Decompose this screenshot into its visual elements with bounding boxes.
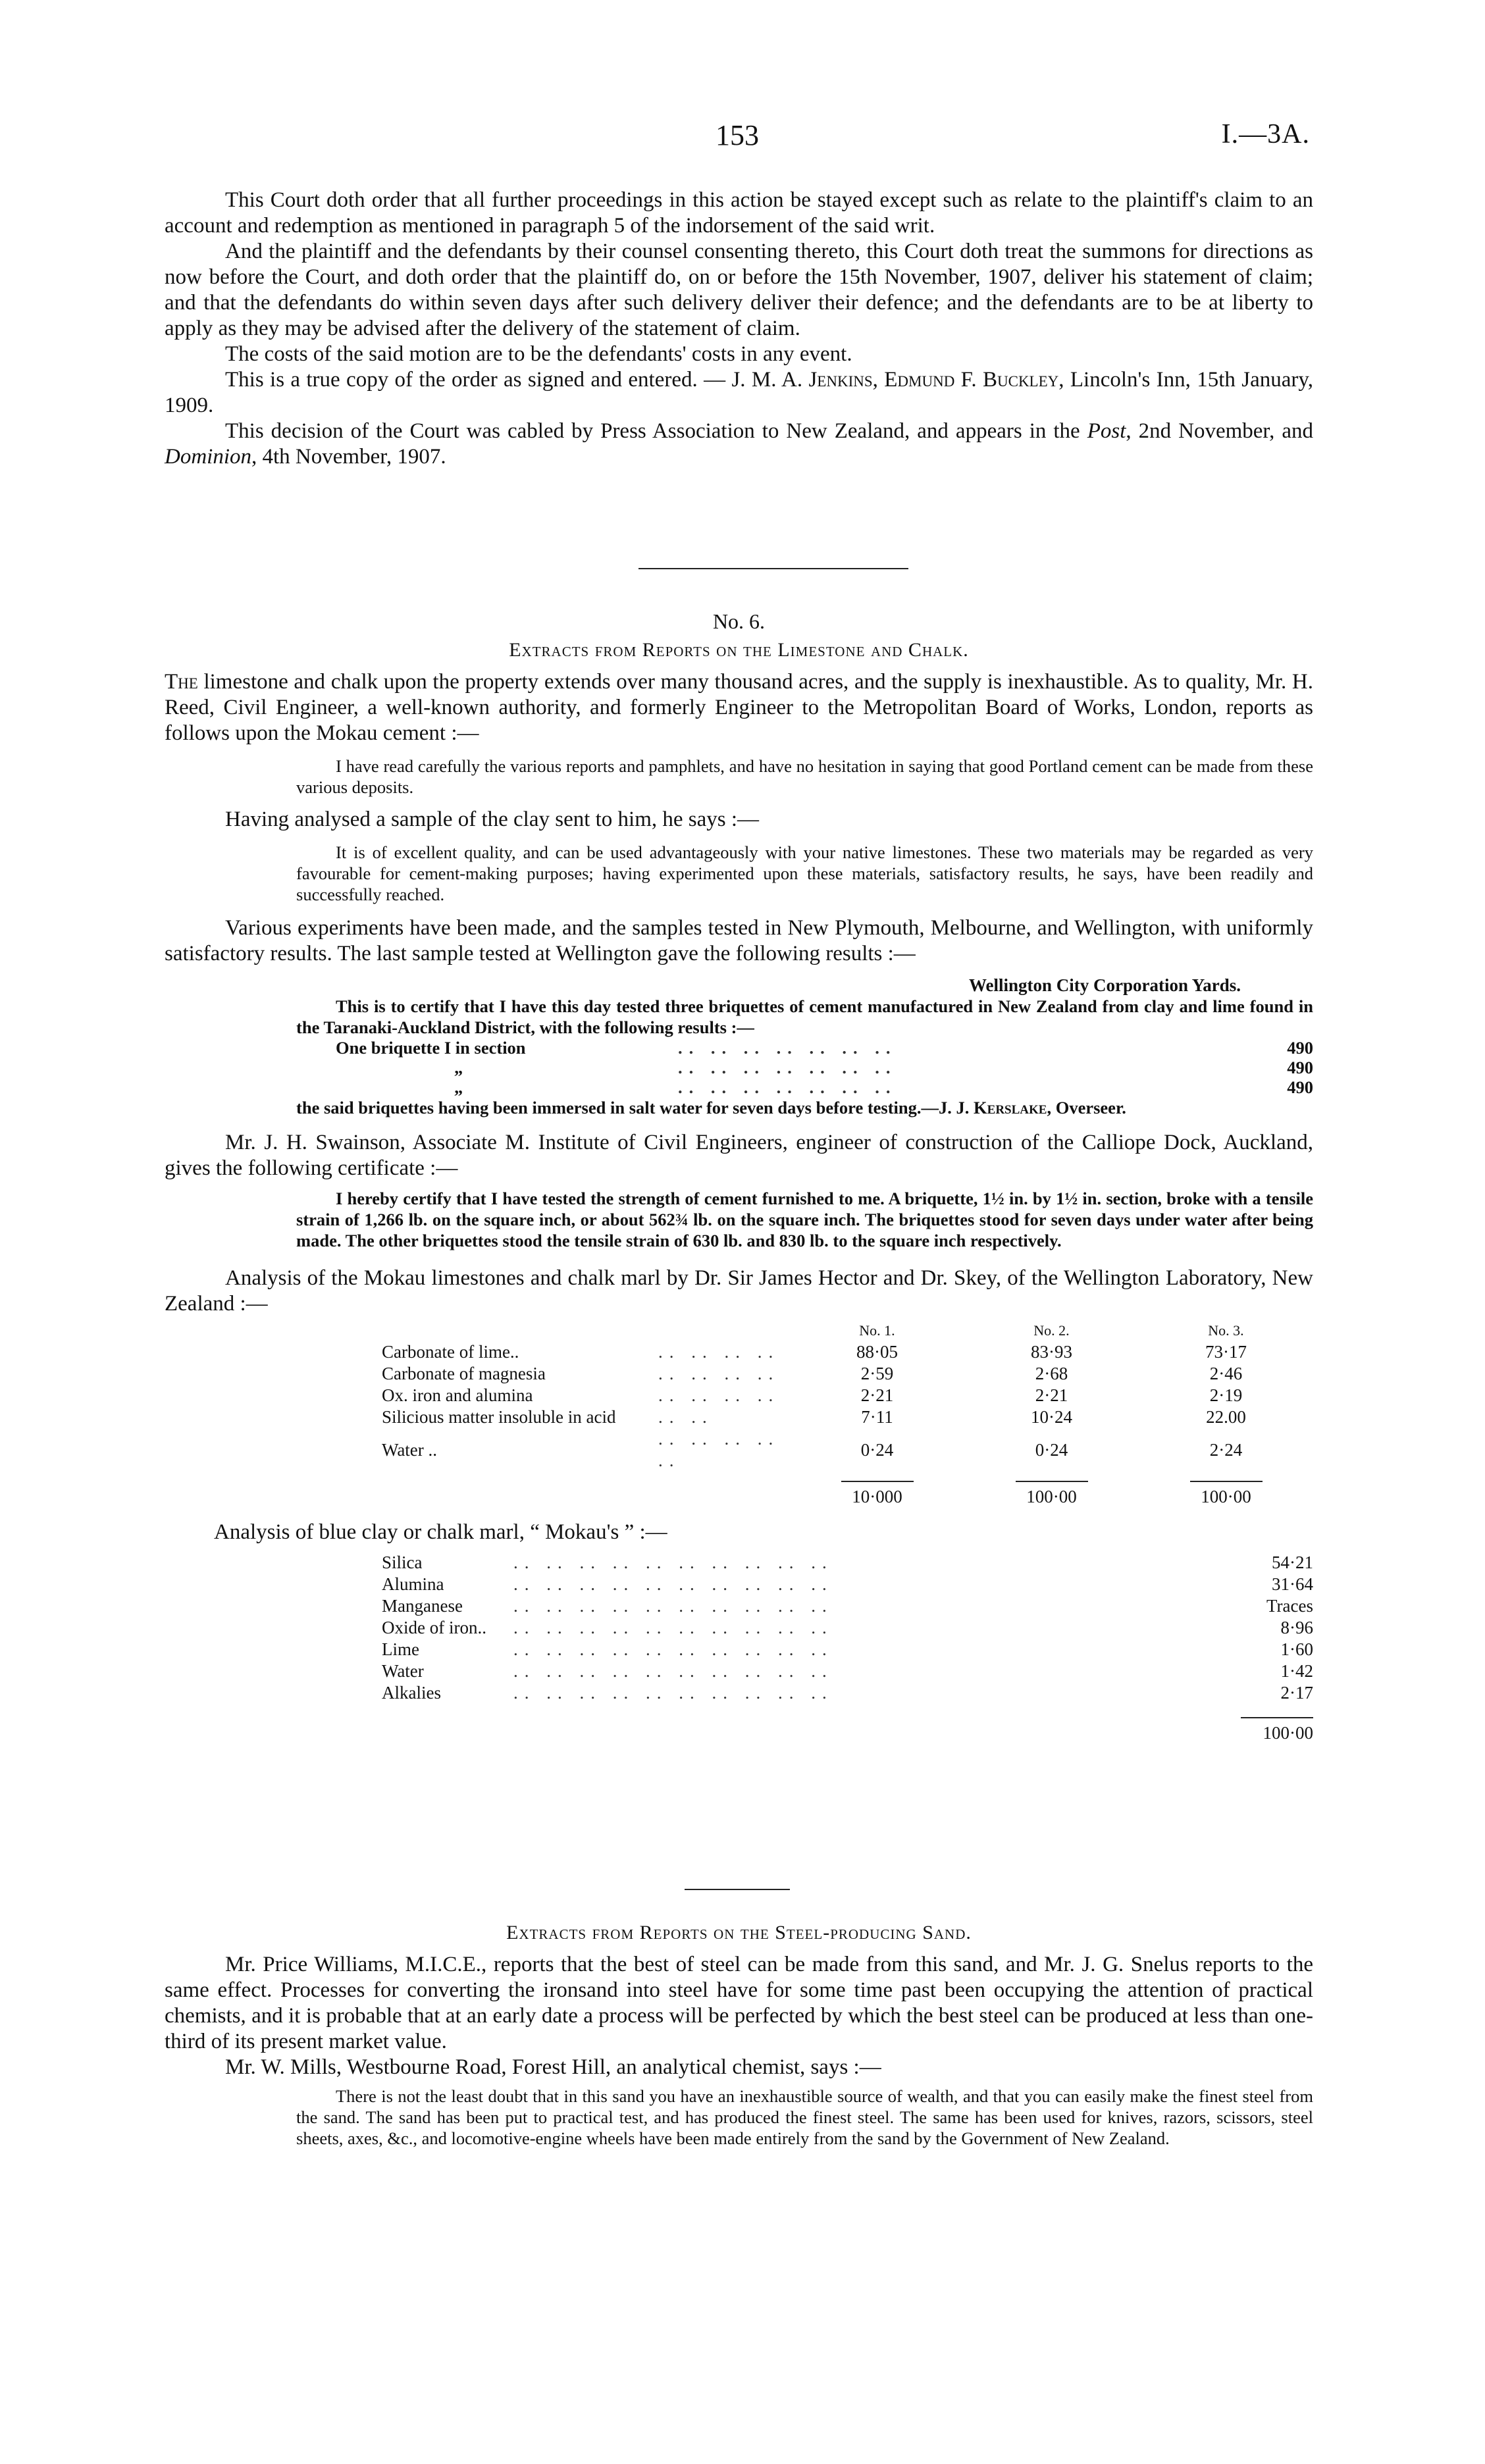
signatory-edmund: Edmund bbox=[884, 368, 955, 392]
table-row: One briquette I in section .. .. .. .. .. .. .. 490 bbox=[336, 1038, 1313, 1058]
page-number: 153 bbox=[716, 119, 759, 151]
wellington-certificate bbox=[296, 975, 1313, 1118]
clay-quote: It is of excellent quality, and can be used advantageously with your native limestones. These two materials may be regarded as very favourable for cement-making purposes; having experimented upon these materials, satisfactory results, he says, have been readily and successfully reached. bbox=[296, 842, 1313, 904]
table-row: Water .. .. .. .. .. .. 0·24 0·24 2·24 bbox=[382, 1429, 1243, 1470]
table-header-row bbox=[382, 1320, 1313, 1341]
table-total-row: 100·00 bbox=[382, 1704, 1313, 1744]
section-divider-2 bbox=[685, 1889, 790, 1890]
table-row: „ .. .. .. .. .. .. .. 490 bbox=[454, 1058, 1313, 1077]
table-row: Carbonate of magnesia .. .. .. .. 2·59 2·68 2·46 bbox=[382, 1364, 1243, 1383]
experiments-paragraph: Various experiments have been made, and the samples tested in New Plymouth, Melbourne, and Wellington, with uniformly satisfactory results. The last sample tested at Wellington gave the following results :— bbox=[165, 916, 1313, 965]
table-row: Alkalies .. .. .. .. .. .. .. .. .. .. 2·17 bbox=[382, 1683, 1313, 1703]
table-total-row: 10·000 100·00 100·00 bbox=[382, 1472, 1313, 1508]
court-paragraph-5: This decision of the Court was cabled by Press Association to New Zealand, and appears in the Post, 2nd November, and Dominion, 4th November, 1907. bbox=[165, 419, 1313, 469]
table-row: Alumina .. .. .. .. .. .. .. .. .. .. 31·64 bbox=[382, 1574, 1313, 1594]
section-divider-1 bbox=[638, 568, 908, 569]
reed-quote: I have read carefully the various reports and pamphlets, and have no hesitation in saying that good Portland cement can be made from these various deposits. bbox=[296, 756, 1313, 797]
limestone-analysis-table bbox=[382, 1320, 1313, 1508]
court-paragraph-3: The costs of the said motion are to be the defendants' costs in any event. bbox=[225, 342, 852, 366]
signatory-buckley: Buckley bbox=[982, 368, 1059, 392]
court-paragraph-2: And the plaintiff and the defendants by their counsel consenting thereto, this Court doth treat the summons for directions as now before the Court, and doth order that the plaintiff do, on or before the 15th November, 1907, deliver his statement of claim; and that the defendants do within seven days after such delivery deliver their defence; and the defendants are to be at liberty to apply as they may be advised after the delivery of the statement of claim. bbox=[165, 240, 1313, 340]
certificate-close: the said briquettes having been immersed in salt water for seven days before testing.—J. J. Kerslake, Overseer. bbox=[296, 1098, 1126, 1117]
signatory-jenkins: Jenkins bbox=[808, 368, 873, 392]
limestone-intro: The limestone and chalk upon the property extends over many thousand acres, and the supply is inexhaustible. As to quality, Mr. H. Reed, Civil Engineer, a well-known authority, and formerly Engineer to the Metropolitan Board of Works, London, reports as follows upon the Mokau cement :— bbox=[165, 670, 1313, 745]
table-row: Ox. iron and alumina .. .. .. .. 2·21 2·21 2·19 bbox=[382, 1385, 1243, 1405]
certificate-text: This is to certify that I have this day tested three briquettes of cement manufactured in New Zealand from clay and lime found in the Taranaki-Auckland District, with the following results :— bbox=[296, 996, 1313, 1037]
swainson-paragraph: Mr. J. H. Swainson, Associate M. Institute of Civil Engineers, engineer of construction of the Calliope Dock, Auckland, gives the following certificate :— bbox=[165, 1131, 1313, 1180]
table-row: Manganese .. .. .. .. .. .. .. .. .. .. Traces bbox=[382, 1596, 1313, 1616]
table-row: „ .. .. .. .. .. .. .. 490 bbox=[454, 1077, 1313, 1097]
section-6-title: Extracts from Reports on the Limestone and Chalk. bbox=[509, 639, 969, 661]
steel-paragraph-1: Mr. Price Williams, M.I.C.E., reports that the best of steel can be made from this sand, and Mr. J. G. Snelus reports to the same effect. Processes for converting the ironsand into steel have for some time past been occupying the attention of practical chemists, and it is probable that at an early date a process will be perfected by which the best steel can be produced at less than one-third of its present market value. bbox=[165, 1953, 1313, 2053]
table-row: Water .. .. .. .. .. .. .. .. .. .. 1·42 bbox=[382, 1661, 1313, 1681]
court-paragraph-1: This Court doth order that all further proceedings in this action be stayed except such as relate to the plaintiff's claim to an account and redemption as mentioned in paragraph 5 of the indorsement of the said writ. bbox=[165, 188, 1313, 238]
table-row: Oxide of iron.. .. .. .. .. .. .. .. .. .. .. 8·96 bbox=[382, 1618, 1313, 1637]
newspaper-post: Post bbox=[1087, 419, 1126, 443]
section-number: No. 6. bbox=[712, 609, 766, 633]
clay-intro: Having analysed a sample of the clay sent to him, he says :— bbox=[225, 808, 760, 831]
column-header: No. 2. bbox=[1033, 1322, 1070, 1339]
swainson-certificate: I hereby certify that I have tested the strength of cement furnished to me. A briquette, 1½ in. by 1½ in. section, broke with a tensile strain of 1,266 lb. on the square inch, or about 562¾ lb. on the square inch. The briquettes stood for seven days under water after being made. The other briquettes stood the tensile strain of 630 lb. and 830 lb. to the square inch respectively. bbox=[296, 1189, 1313, 1250]
column-header: No. 3. bbox=[1208, 1322, 1244, 1339]
document-reference: I.—3A. bbox=[1221, 119, 1310, 149]
newspaper-dominion: Dominion bbox=[165, 445, 251, 469]
certificate-place: Wellington City Corporation Yards. bbox=[968, 975, 1241, 995]
briquette-results-table bbox=[336, 1038, 1313, 1097]
signatory-kerslake: Kerslake bbox=[974, 1098, 1047, 1117]
analysis-2-intro: Analysis of blue clay or chalk marl, “ Mokau's ” :— bbox=[214, 1520, 667, 1544]
column-header: No. 1. bbox=[859, 1322, 895, 1339]
section-6 bbox=[165, 609, 1313, 1744]
table-row: Carbonate of lime.. .. .. .. .. 88·05 83·93 73·17 bbox=[382, 1342, 1247, 1362]
table-row: Silica .. .. .. .. .. .. .. .. .. .. 54·21 bbox=[382, 1553, 1313, 1572]
clay-analysis-table bbox=[382, 1552, 1313, 1744]
table-row: Lime .. .. .. .. .. .. .. .. .. .. 1·60 bbox=[382, 1639, 1313, 1659]
table-row: Silicious matter insoluble in acid .. .. 7·11 10·24 22.00 bbox=[382, 1407, 1246, 1427]
steel-paragraph-2: Mr. W. Mills, Westbourne Road, Forest Hill, an analytical chemist, says :— bbox=[225, 2055, 881, 2079]
steel-section-title: Extracts from Reports on the Steel-producing Sand. bbox=[506, 1922, 972, 1943]
court-paragraph-4: This is a true copy of the order as signed and entered. — J. M. A. Jenkins, Edmund F. Buckley, Lincoln's Inn, 15th January, 1909. bbox=[165, 368, 1314, 417]
court-order-section bbox=[165, 188, 1313, 470]
page-header bbox=[165, 118, 1310, 158]
mills-quote: There is not the least doubt that in this sand you have an inexhaustible source of wealth, and that you can easily make the finest steel from the sand. The sand has been put to practical test, and has produced the finest steel. The same has been used for knives, razors, scissors, steel sheets, axes, &c., and locomotive-engine wheels have been made entirely from the sand by the Government of New Zealand. bbox=[296, 2086, 1313, 2148]
steel-section bbox=[165, 1920, 1313, 2149]
analysis-1-intro: Analysis of the Mokau limestones and chalk marl by Dr. Sir James Hector and Dr. Skey, of the Wellington Laboratory, New Zealand :— bbox=[165, 1266, 1313, 1316]
